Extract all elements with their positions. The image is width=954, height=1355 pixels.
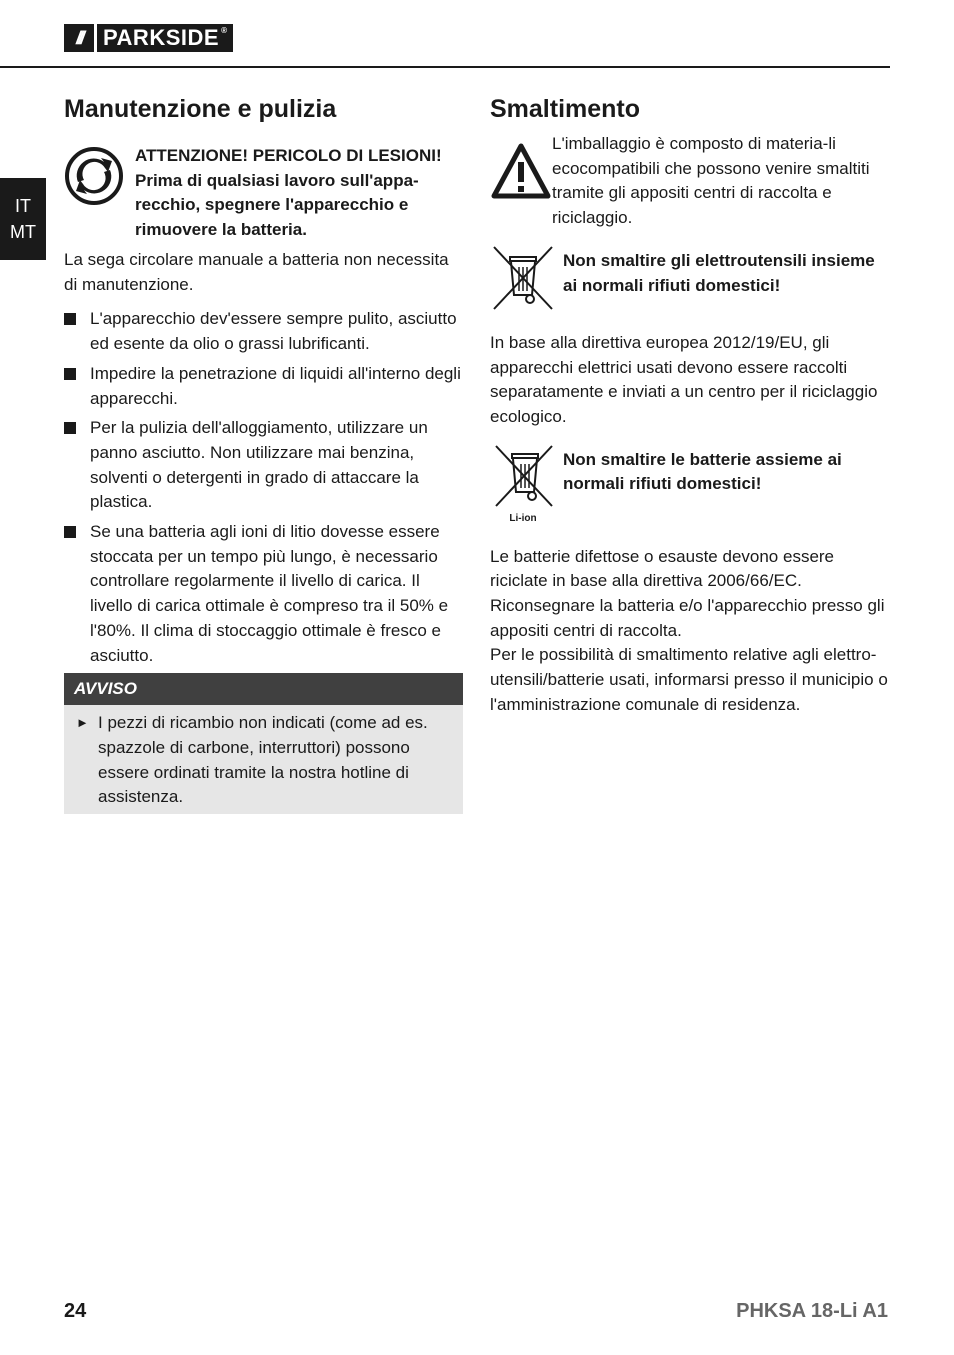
arrow-right-icon: ► — [76, 715, 89, 731]
list-item-text: Per la pulizia dell'alloggiamento, utilizzare un panno asciutto. Non utilizzare mai benzina, solventi o detergenti in grado di attaccare la plastica. — [90, 418, 428, 512]
left-column — [64, 92, 463, 814]
bullet-square-icon — [64, 526, 76, 538]
maintenance-intro: La sega circolare manuale a batteria non necessita di manutenzione. — [64, 250, 449, 294]
logo-registered-mark: ® — [221, 26, 228, 35]
parkside-logo — [64, 24, 233, 52]
warning-text: ATTENZIONE! PERICOLO DI LESIONI! Prima di qualsiasi lavoro sull'appa-recchio, spegnere l'apparecchio e rimuovere la batteria. — [135, 146, 442, 239]
battery-paragraph-1: Le batterie difettose o esauste devono essere riciclate in base alla direttiva 2006/66/EC. Riconsegnare la batteria e/o l'apparecchio presso gli appositi centri di raccolta. — [490, 546, 885, 640]
language-code-it: IT — [15, 196, 31, 216]
battery-bin-symbol — [490, 444, 556, 525]
list-item-text: Se una batteria agli ioni di litio dovesse essere stoccata per un tempo più lungo, è necessario controllare regolarmente il livello di carica. Il livello di carica ottimale è compreso tra il 50% e l'80%. Il clima di stoccaggio ottimale è fresco e asciutto. — [90, 522, 449, 665]
list-item — [64, 416, 463, 515]
li-ion-label: Li-ion — [509, 512, 537, 524]
bullet-square-icon — [64, 422, 76, 434]
bullet-square-icon — [64, 368, 76, 380]
right-column — [490, 92, 890, 718]
page-number: 24 — [64, 1300, 87, 1322]
injury-warning — [64, 144, 463, 242]
list-item — [64, 307, 463, 356]
logo-text: PARKSIDE — [103, 25, 220, 50]
notice-box — [64, 673, 463, 814]
logo-wordmark — [97, 24, 233, 52]
battery-notice — [490, 444, 890, 525]
list-item — [64, 520, 463, 668]
weee-warning-text: Non smaltire gli elettroutensili insieme ai normali rifiuti domestici! — [563, 250, 875, 295]
model-name: PHKSA 18-Li A1 — [736, 1300, 888, 1322]
maintenance-list — [64, 307, 463, 668]
language-tab — [0, 178, 46, 260]
crossed-bin-icon — [490, 245, 556, 311]
warning-triangle-icon — [490, 142, 552, 202]
weee-notice — [490, 245, 890, 311]
list-item-text: L'apparecchio dev'essere sempre pulito, asciutto ed esente da olio o grassi lubrificanti. — [90, 309, 457, 354]
section-title-disposal: Smaltimento — [490, 95, 641, 123]
notice-body — [64, 705, 463, 814]
header-rule — [0, 66, 890, 68]
battery-warning-text: Non smaltire le batterie assieme ai normali rifiuti domestici! — [563, 449, 842, 494]
logo-slashes: /// — [64, 24, 94, 52]
green-dot-icon — [64, 146, 124, 206]
battery-paragraph-2: Per le possibilità di smaltimento relative agli elettro-utensili/batterie usati, informarsi presso il municipio o l'amministrazione comunale di residenza. — [490, 645, 888, 714]
section-title-maintenance: Manutenzione e pulizia — [64, 95, 337, 123]
packaging-text: L'imballaggio è composto di materia-li ecocompatibili che possono venire smaltiti tramite gli appositi centri di raccolta e riciclaggio. — [552, 134, 870, 228]
crossed-bin-icon — [490, 444, 556, 510]
packaging-info — [490, 132, 890, 231]
list-item — [64, 362, 463, 411]
bullet-square-icon — [64, 313, 76, 325]
notice-title: AVVISO — [64, 673, 463, 705]
language-code-mt: MT — [10, 222, 36, 242]
notice-text: I pezzi di ricambio non indicati (come ad es. spazzole di carbone, interruttori) possono essere ordinati tramite la nostra hotline di assistenza. — [98, 713, 428, 807]
directive-text: In base alla direttiva europea 2012/19/EU, gli apparecchi elettrici usati devono essere raccolti separatamente e inviati a un centro per il riciclaggio ecologico. — [490, 332, 878, 426]
list-item-text: Impedire la penetrazione di liquidi all'interno degli apparecchi. — [90, 363, 461, 408]
